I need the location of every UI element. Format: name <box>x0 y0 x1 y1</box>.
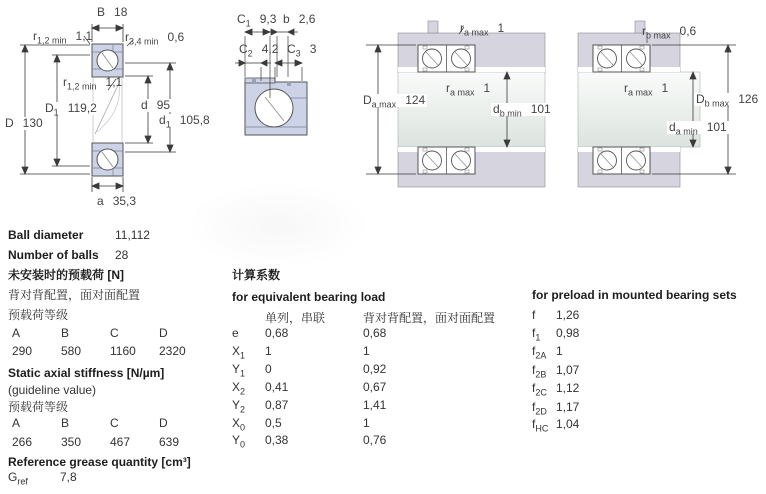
grease-symbol: $G_{ref}$ <box>8 470 28 487</box>
dim-label-ramax-fig4: $r_{a max}$ 1 <box>624 81 669 98</box>
calc-col2-header: 背对背配置，面对面配置 <box>363 311 496 325</box>
stiffness-note: (guideline value) <box>8 383 97 397</box>
dim-label-damin: $d_{a min}$ 101 <box>669 120 727 137</box>
dim-label-r34min: $r_{3,4 min}$ 0,6 <box>125 30 185 47</box>
dim-label-r12min-top: $r_{1,2 min}$ 1,1 <box>33 29 93 46</box>
stiffness-values-row <box>12 436 208 449</box>
dim-label-C2: $C_2$ 4,2 <box>239 42 279 59</box>
stiffness-D: 639 <box>159 435 180 449</box>
number-of-balls-label: Number of balls <box>8 248 99 262</box>
col-B: B <box>61 416 70 430</box>
factor-row-Y1: $Y_1$ 0 0,92 <box>232 362 387 379</box>
dim-label-ramax-mid: $r_{a max}$ 1 <box>446 81 491 98</box>
col-D: D <box>159 326 168 340</box>
preload-factor-row-fHC: $f_{HC}$ 1,04 <box>532 417 580 434</box>
dim-label-Damax: $D_{a max}$ 124 <box>363 93 426 110</box>
grease-title: Reference grease quantity [cm³] <box>8 455 191 469</box>
dim-label-D: D 130 <box>5 116 43 130</box>
col-C: C <box>110 416 119 430</box>
dim-label-Dbmax: $D_{b max}$ 126 <box>696 92 759 109</box>
dim-label-b: b 2,6 <box>283 12 316 26</box>
preload-class-header-row <box>12 327 208 340</box>
stiffness-title: Static axial stiffness [N/µm] <box>8 366 165 380</box>
dim-label-B: B 18 <box>97 5 128 19</box>
ball-diameter-value: 11,112 <box>115 228 150 242</box>
factor-row-X0: $X_0$ 0,5 1 <box>232 416 370 433</box>
preload-arrangement: 背对背配置，面对面配置 <box>8 288 141 302</box>
preload-values-row <box>12 345 208 358</box>
ball-diameter-label: Ball diameter <box>8 228 84 242</box>
preload-B: 580 <box>61 344 82 358</box>
dim-label-C3: $C_3$ 3 <box>287 42 317 59</box>
col-A: A <box>12 326 21 340</box>
stiffness-A: 266 <box>12 435 33 449</box>
number-of-balls-value: 28 <box>115 248 129 262</box>
factor-row-X2: $X_2$ 0,41 0,67 <box>232 380 387 397</box>
factor-row-X1: $X_1$ 1 1 <box>232 344 370 361</box>
stiffness-class-label: 预载荷等级 <box>8 400 69 414</box>
preload-factor-row-f: f 1,26 <box>532 308 580 322</box>
col-A: A <box>12 416 21 430</box>
factor-row-Y2: $Y_2$ 0,87 1,41 <box>232 398 387 415</box>
preload-factor-row-f2B: $f_{2B}$ 1,07 <box>532 363 580 380</box>
calc-col1-header: 单列，串联 <box>265 311 326 325</box>
dim-label-C1: $C_1$ 9,3 <box>237 12 277 29</box>
col-B: B <box>61 326 70 340</box>
factor-row-Y0: $Y_0$ 0,38 0,76 <box>232 433 387 450</box>
preload-unmounted-title: 未安装时的预载荷 [N] <box>8 268 124 282</box>
preload-class-label: 预载荷等级 <box>8 308 69 322</box>
dim-label-r12min-mid: $r_{1,2 min}$ 1,1 <box>63 75 123 92</box>
preload-factor-row-f2A: $f_{2A}$ 1 <box>532 344 563 361</box>
col-D: D <box>159 416 168 430</box>
dim-label-dbmin: $d_{b min}$ 101 <box>493 102 551 119</box>
stiffness-class-header-row <box>12 417 208 430</box>
preload-A: 290 <box>12 344 33 358</box>
stiffness-B: 350 <box>61 435 82 449</box>
preload-factors-title: for preload in mounted bearing sets <box>532 288 737 302</box>
grease-value: 7,8 <box>60 470 77 484</box>
dim-label-ramax-top: $r_{a max}$ 1 <box>460 21 505 38</box>
col-C: C <box>110 326 119 340</box>
dim-label-d: d 95 <box>141 98 171 112</box>
dim-label-D1: $D_1$ 119,2 <box>45 101 97 118</box>
preload-factor-row-f1: $f_1$ 0,98 <box>532 326 580 343</box>
preload-D: 2320 <box>159 344 186 358</box>
dim-label-rbmax: $r_{b max}$ 0,6 <box>642 24 697 41</box>
preload-factor-row-f2D: $f_{2D}$ 1,17 <box>532 400 580 417</box>
calc-factors-subtitle: for equivalent bearing load <box>232 290 386 304</box>
preload-factor-row-f2C: $f_{2C}$ 1,12 <box>532 381 580 398</box>
calc-factors-title: 计算系数 <box>232 268 281 282</box>
preload-C: 1160 <box>110 344 136 358</box>
bearing-part <box>245 78 307 135</box>
stiffness-C: 467 <box>110 435 131 449</box>
factor-row-e: e 0,68 0,68 <box>232 326 387 340</box>
dim-label-d1: $d_1$ 105,8 <box>159 113 210 130</box>
dim-label-a: a 35,3 <box>97 194 137 208</box>
